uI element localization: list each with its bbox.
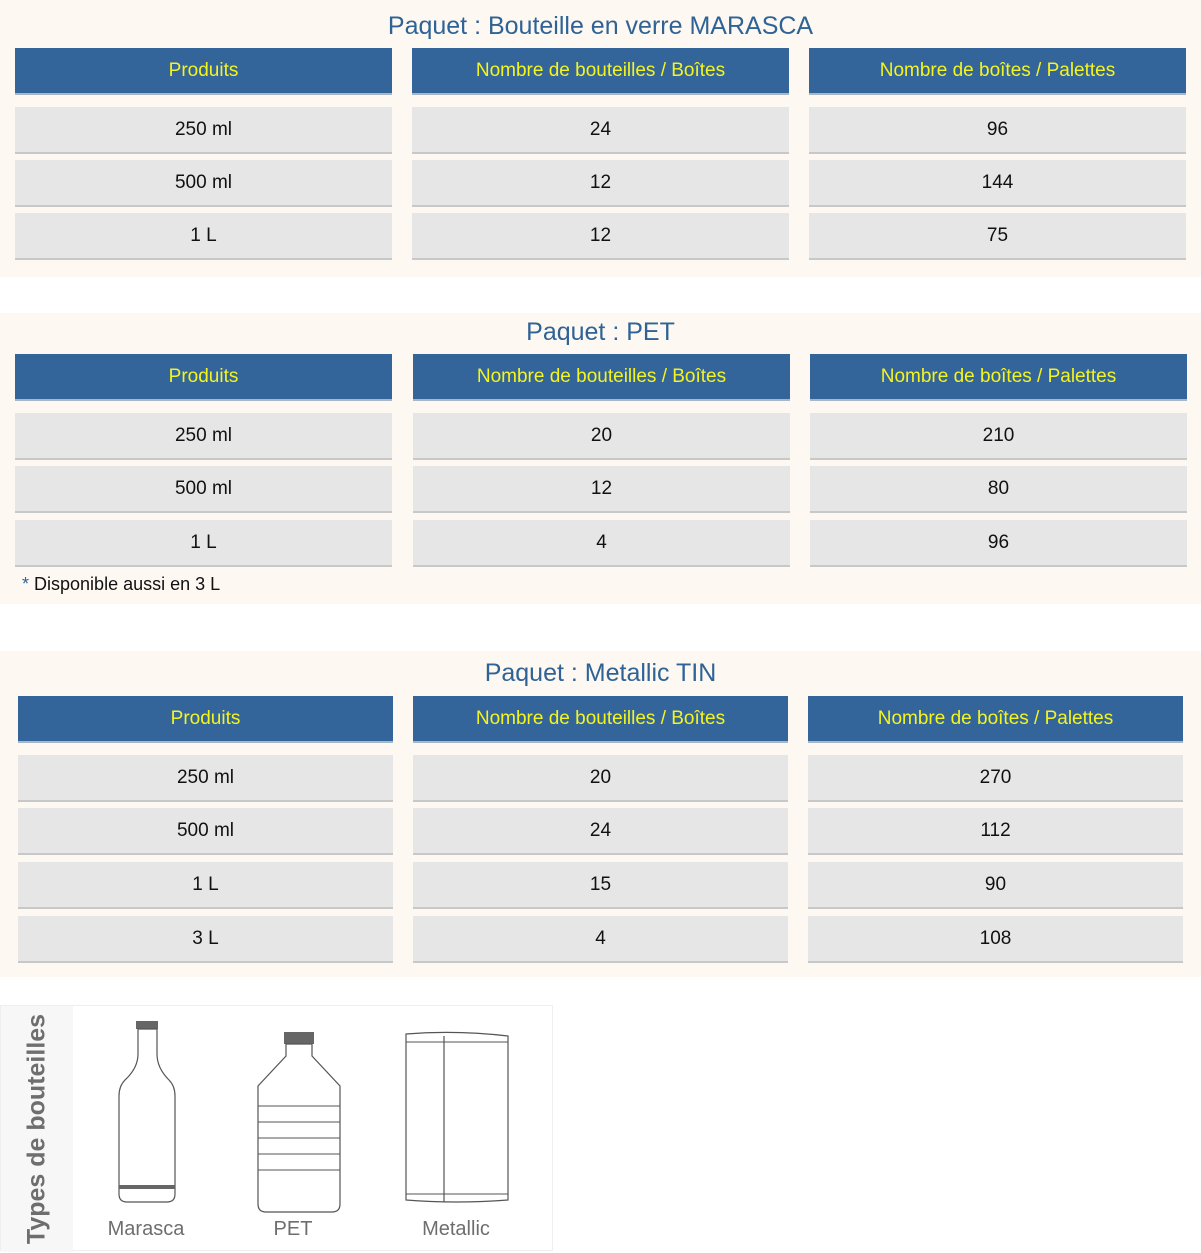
table-cell: 500 ml bbox=[15, 160, 392, 207]
section-title: Paquet : Metallic TIN bbox=[484, 659, 717, 687]
table-cell: 15 bbox=[413, 862, 788, 909]
header-boites-palettes: Nombre de boîtes / Palettes bbox=[809, 48, 1186, 95]
header-produits: Produits bbox=[15, 48, 392, 95]
table-cell: 1 L bbox=[15, 520, 392, 567]
footnote-marker: * bbox=[22, 574, 30, 594]
table-cell: 20 bbox=[413, 413, 790, 460]
table-cell: 112 bbox=[808, 808, 1183, 855]
table-cell: 250 ml bbox=[15, 413, 392, 460]
bottle-types-title: Types de bouteilles bbox=[22, 1013, 51, 1245]
header-produits: Produits bbox=[15, 354, 392, 401]
bottle-label-pet: PET bbox=[273, 1218, 313, 1240]
table-cell: 4 bbox=[413, 916, 788, 963]
bottle-label-metallic: Metallic bbox=[422, 1218, 490, 1240]
table-cell: 108 bbox=[808, 916, 1183, 963]
table-cell: 3 L bbox=[18, 916, 393, 963]
table-cell: 80 bbox=[810, 466, 1187, 513]
marasca-bottle-icon bbox=[101, 1016, 191, 1216]
table-cell: 12 bbox=[412, 213, 789, 260]
table-cell: 96 bbox=[810, 520, 1187, 567]
bottle-types-sidebar bbox=[1, 1006, 73, 1252]
pet-bottle-icon bbox=[246, 1016, 356, 1216]
table-cell: 96 bbox=[809, 107, 1186, 154]
bottle-types-panel bbox=[0, 1005, 553, 1251]
header-bouteilles-boites: Nombre de bouteilles / Boîtes bbox=[412, 48, 789, 95]
table-cell: 90 bbox=[808, 862, 1183, 909]
table-cell: 1 L bbox=[15, 213, 392, 260]
table-cell: 500 ml bbox=[15, 466, 392, 513]
metallic-tin-icon bbox=[396, 1026, 521, 1211]
table-cell: 144 bbox=[809, 160, 1186, 207]
section-title: Paquet : PET bbox=[526, 318, 675, 346]
section-title: Paquet : Bouteille en verre MARASCA bbox=[387, 12, 814, 40]
table-cell: 270 bbox=[808, 755, 1183, 802]
header-boites-palettes: Nombre de boîtes / Palettes bbox=[810, 354, 1187, 401]
table-cell: 20 bbox=[413, 755, 788, 802]
header-bouteilles-boites: Nombre de bouteilles / Boîtes bbox=[413, 696, 788, 743]
table-cell: 250 ml bbox=[15, 107, 392, 154]
bottle-label-marasca: Marasca bbox=[107, 1218, 185, 1240]
header-bouteilles-boites: Nombre de bouteilles / Boîtes bbox=[413, 354, 790, 401]
footnote bbox=[22, 574, 220, 595]
table-cell: 4 bbox=[413, 520, 790, 567]
header-produits: Produits bbox=[18, 696, 393, 743]
table-cell: 250 ml bbox=[18, 755, 393, 802]
footnote-text: Disponible aussi en 3 L bbox=[34, 574, 221, 594]
table-cell: 12 bbox=[412, 160, 789, 207]
table-cell: 75 bbox=[809, 213, 1186, 260]
table-cell: 1 L bbox=[18, 862, 393, 909]
table-cell: 24 bbox=[412, 107, 789, 154]
table-cell: 500 ml bbox=[18, 808, 393, 855]
header-boites-palettes: Nombre de boîtes / Palettes bbox=[808, 696, 1183, 743]
table-cell: 210 bbox=[810, 413, 1187, 460]
table-cell: 12 bbox=[413, 466, 790, 513]
table-cell: 24 bbox=[413, 808, 788, 855]
